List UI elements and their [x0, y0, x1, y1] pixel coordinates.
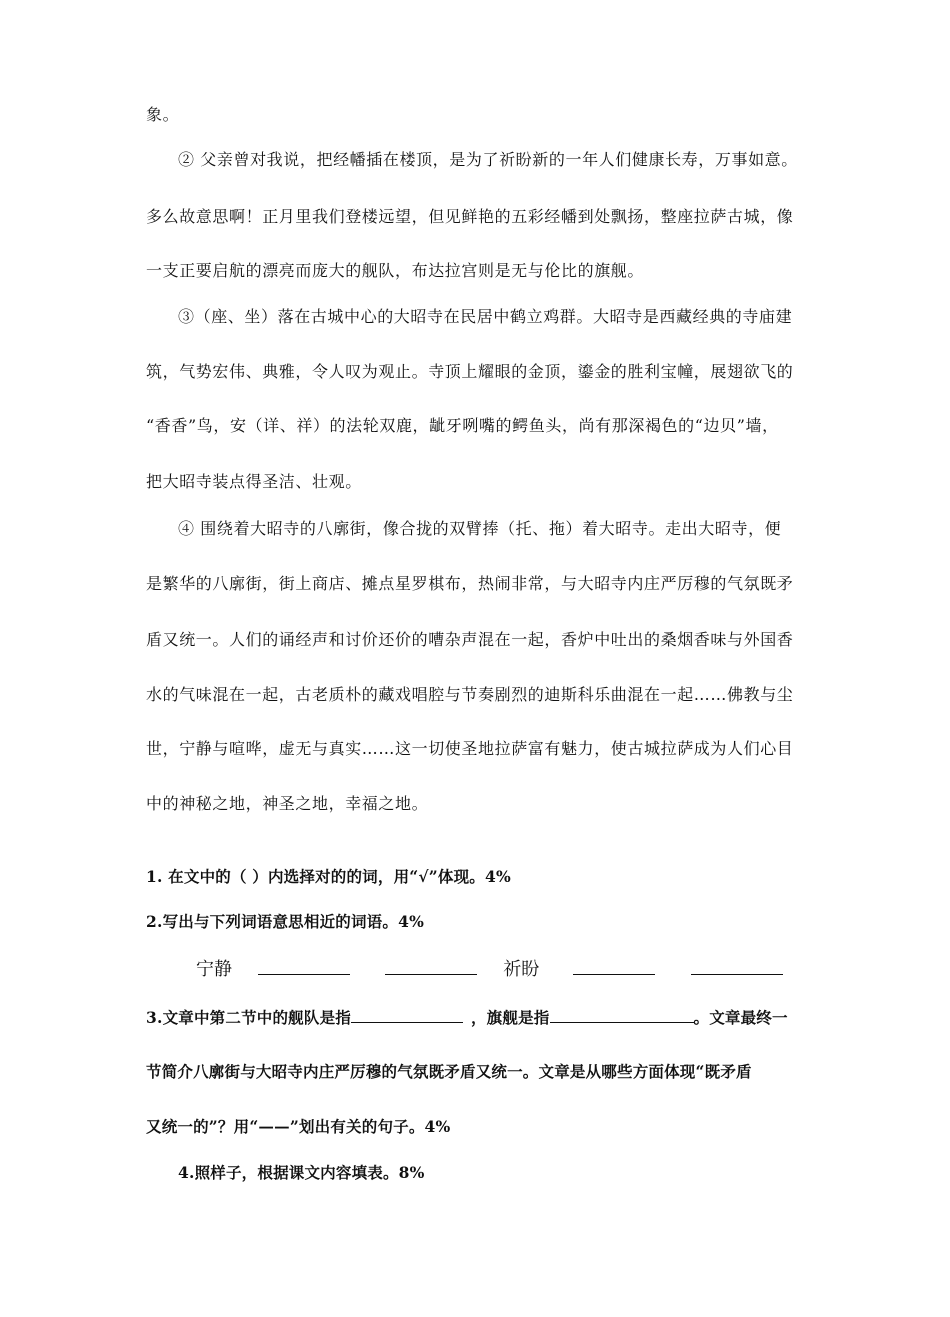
answer-blank[interactable]	[258, 956, 350, 975]
answer-blank[interactable]	[573, 956, 655, 975]
question-3-text: ，旗舰是指	[470, 1008, 550, 1027]
answer-blank[interactable]	[691, 956, 783, 975]
passage-line: 多么故意思啊！正月里我们登楼远望，但见鲜艳的五彩经幡到处飘扬，整座拉萨古城，像	[146, 207, 794, 226]
question-3-line-3: 又统一的”？用“——”划出有关的句子。4%	[146, 1117, 451, 1136]
passage-line: 是繁华的八廓街，街上商店、摊点星罗棋布，热闹非常，与大昭寺内庄严厉穆的气氛既矛	[146, 574, 794, 593]
question-1: 1. 在文中的（ ）内选择对的的词，用“√”体现。4%	[146, 867, 511, 886]
passage-line: 筑，气势宏伟、典雅，令人叹为观止。寺顶上耀眼的金顶，鎏金的胜利宝幢，展翅欲飞的	[146, 362, 794, 381]
vocab-word-1: 宁静	[196, 959, 232, 980]
passage-paragraph-2: ② 父亲曾对我说，把经幡插在楼顶，是为了祈盼新的一年人们健康长寿，万事如意。	[178, 150, 798, 169]
passage-paragraph-4: ④ 围绕着大昭寺的八廓街，像合拢的双臂捧（托、拖）着大昭寺。走出大昭寺，便	[178, 519, 782, 538]
question-3-text: 。文章最终一	[693, 1008, 788, 1027]
passage-paragraph-3: ③（座、坐）落在古城中心的大昭寺在民居中鹤立鸡群。大昭寺是西藏经典的寺庙建	[178, 307, 793, 326]
passage-line: 象。	[146, 105, 180, 124]
passage-line: 水的气味混在一起，古老质朴的藏戏唱腔与节奏剧烈的迪斯科乐曲混在一起……佛教与尘	[146, 685, 794, 704]
answer-blank[interactable]	[351, 1006, 463, 1023]
passage-line: 把大昭寺装点得圣洁、壮观。	[146, 472, 362, 491]
passage-line: 中的神秘之地，神圣之地，幸福之地。	[146, 794, 429, 813]
question-3-line-2: 节简介八廓街与大昭寺内庄严厉穆的气氛既矛盾又统一。文章是从哪些方面体现“既矛盾	[146, 1062, 752, 1081]
answer-blank[interactable]	[550, 1006, 694, 1023]
question-3-text: 3.文章中第二节中的舰队是指	[146, 1008, 351, 1027]
passage-line: 盾又统一。人们的诵经声和讨价还价的嘈杂声混在一起，香炉中吐出的桑烟香味与外国香	[146, 630, 794, 649]
passage-line: 世，宁静与喧哗，虚无与真实……这一切使圣地拉萨富有魅力，使古城拉萨成为人们心目	[146, 739, 794, 758]
question-2: 2.写出与下列词语意思相近的词语。4%	[146, 912, 424, 931]
vocab-row	[196, 956, 783, 982]
answer-blank[interactable]	[385, 956, 477, 975]
passage-line: “香香”鸟，安（详、祥）的法轮双鹿，龇牙咧嘴的鳄鱼头，尚有那深褐色的“边贝”墙，	[146, 416, 779, 435]
passage-line: 一支正要启航的漂亮而庞大的舰队，布达拉宫则是无与伦比的旗舰。	[146, 261, 645, 280]
vocab-word-2: 祈盼	[503, 959, 540, 980]
question-4: 4.照样子，根据课文内容填表。8%	[178, 1163, 425, 1182]
question-3	[146, 1006, 846, 1029]
